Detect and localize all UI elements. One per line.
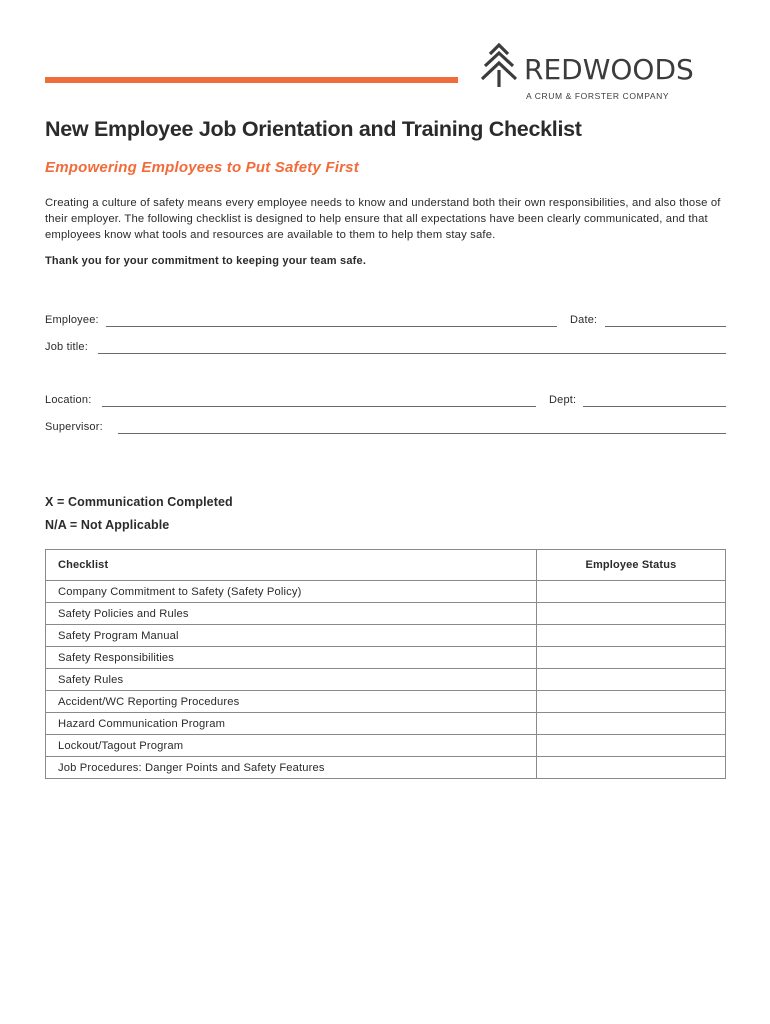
checklist-item: Hazard Communication Program (46, 713, 537, 735)
checklist-item: Company Commitment to Safety (Safety Policy) (46, 581, 537, 603)
checklist-item: Safety Policies and Rules (46, 603, 537, 625)
location-field[interactable] (102, 406, 536, 407)
job-title-row (45, 341, 726, 359)
page-title: New Employee Job Orientation and Training Checklist (45, 117, 582, 141)
table-row (46, 581, 726, 603)
table-header-row (46, 550, 726, 581)
checklist-item: Accident/WC Reporting Procedures (46, 691, 537, 713)
employee-field[interactable] (106, 326, 557, 327)
employee-status-column-header: Employee Status (536, 550, 725, 581)
table-row (46, 625, 726, 647)
employee-label: Employee: (45, 314, 99, 326)
employee-status-cell[interactable] (536, 713, 725, 735)
job-title-label: Job title: (45, 341, 88, 353)
table-row (46, 691, 726, 713)
employee-status-cell[interactable] (536, 735, 725, 757)
location-dept-row (45, 394, 726, 412)
legend-completed: X = Communication Completed (45, 495, 233, 509)
dept-label: Dept: (549, 394, 577, 406)
date-label: Date: (570, 314, 598, 326)
supervisor-label: Supervisor: (45, 421, 103, 433)
table-row (46, 603, 726, 625)
header-accent-rule (45, 77, 458, 83)
employee-status-cell[interactable] (536, 647, 725, 669)
supervisor-row (45, 421, 726, 439)
page-subtitle: Empowering Employees to Put Safety First (45, 159, 359, 176)
job-title-field[interactable] (98, 353, 726, 354)
checklist-item: Job Procedures: Danger Points and Safety Features (46, 757, 537, 779)
employee-status-cell[interactable] (536, 581, 725, 603)
legend-not-applicable: N/A = Not Applicable (45, 518, 170, 532)
employee-status-cell[interactable] (536, 691, 725, 713)
location-label: Location: (45, 394, 92, 406)
employee-date-row (45, 314, 726, 332)
dept-field[interactable] (583, 406, 726, 407)
employee-status-cell[interactable] (536, 625, 725, 647)
employee-status-cell[interactable] (536, 669, 725, 691)
checklist-table (45, 549, 726, 779)
table-row (46, 647, 726, 669)
employee-status-cell[interactable] (536, 757, 725, 779)
thanks-note: Thank you for your commitment to keeping your team safe. (45, 255, 367, 267)
checklist-item: Safety Rules (46, 669, 537, 691)
employee-status-cell[interactable] (536, 603, 725, 625)
table-row (46, 735, 726, 757)
checklist-item: Lockout/Tagout Program (46, 735, 537, 757)
table-row (46, 669, 726, 691)
intro-paragraph: Creating a culture of safety means every employee needs to know and understand both their own responsibilities, and also those of their employer. The following checklist is designed to help ensure that all expectations have been clearly communicated, and that employees know what tools and resources are available to them to help them stay safe. (45, 197, 721, 242)
company-logo (480, 42, 726, 102)
tree-icon (480, 42, 518, 88)
checklist-column-header: Checklist (46, 550, 537, 581)
table-row (46, 757, 726, 779)
checklist-item: Safety Responsibilities (46, 647, 537, 669)
table-row (46, 713, 726, 735)
supervisor-field[interactable] (118, 433, 726, 434)
date-field[interactable] (605, 326, 726, 327)
checklist-item: Safety Program Manual (46, 625, 537, 647)
logo-wordmark: REDWOODS (524, 53, 694, 86)
logo-tagline: A CRUM & FORSTER COMPANY (526, 91, 670, 101)
